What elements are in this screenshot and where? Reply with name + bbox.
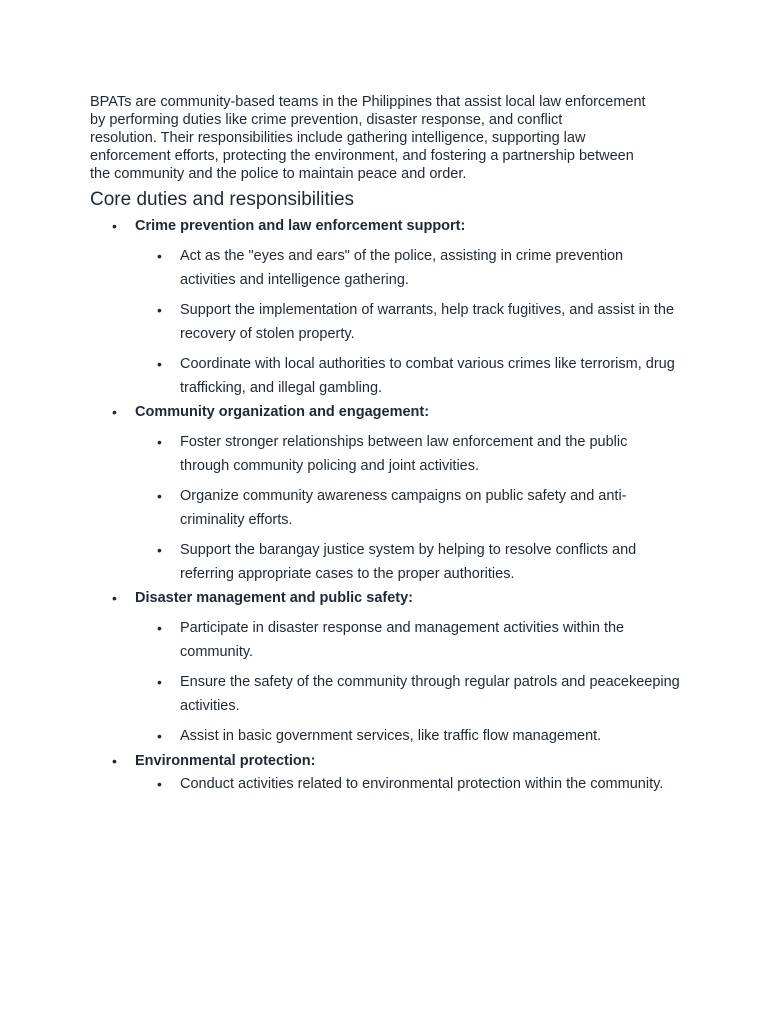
bullet-icon: • <box>112 590 117 606</box>
duty-section-title: Disaster management and public safety: <box>135 590 413 606</box>
list-item <box>135 725 680 749</box>
duty-section-title: Environmental protection: <box>135 752 316 769</box>
duties-list <box>90 214 680 796</box>
bullet-icon: • <box>157 248 162 264</box>
duty-section-title: Crime prevention and law enforcement support: <box>135 218 466 234</box>
list-item-text: Assist in basic government services, like traffic flow management. <box>180 728 602 744</box>
bullet-icon: • <box>157 620 162 636</box>
list-item-text: Foster stronger relationships between law enforcement and the public through community policing and joint activities. <box>180 434 628 474</box>
bullet-icon: • <box>112 404 117 420</box>
duty-items <box>135 431 680 586</box>
bullet-icon: • <box>157 488 162 504</box>
list-item-text: Act as the "eyes and ears" of the police, assisting in crime prevention activities and intelligence gathering. <box>180 248 624 288</box>
duty-items <box>135 617 680 749</box>
bullet-icon: • <box>157 434 162 450</box>
bullet-icon: • <box>157 775 162 792</box>
duty-section <box>90 400 680 586</box>
intro-paragraph: BPATs are community-based teams in the Philippines that assist local law enforcement by performing duties like crime prevention, disaster response, and conflict resolution. Their responsibilities include gathering intelligence, supporting law enforcement efforts, protecting the environment, and fostering a partnership between the community and the police to maintain peace and order. <box>90 94 646 182</box>
list-item <box>135 671 680 718</box>
list-item <box>135 485 680 532</box>
list-item-text: Conduct activities related to environmental protection within the community. <box>180 775 664 792</box>
section-heading: Core duties and responsibilities <box>90 189 355 210</box>
list-item <box>135 773 680 797</box>
list-item-text: Ensure the safety of the community through regular patrols and peacekeeping activities. <box>180 674 680 714</box>
list-item-text: Support the implementation of warrants, help track fugitives, and assist in the recovery of stolen property. <box>180 302 675 342</box>
duty-items <box>135 773 680 797</box>
bullet-icon: • <box>157 674 162 690</box>
list-item-text: Participate in disaster response and management activities within the community. <box>180 620 625 660</box>
list-item-text: Support the barangay justice system by helping to resolve conflicts and referring appropriate cases to the proper authorities. <box>180 542 637 582</box>
list-item <box>135 431 680 478</box>
document-page <box>90 93 680 796</box>
bullet-icon: • <box>112 752 117 769</box>
duty-section-title: Community organization and engagement: <box>135 404 430 420</box>
bullet-icon: • <box>157 728 162 744</box>
bullet-icon: • <box>112 218 117 234</box>
bullet-icon: • <box>157 302 162 318</box>
list-item <box>135 245 680 292</box>
duty-section <box>90 749 680 797</box>
list-item-text: Coordinate with local authorities to combat various crimes like terrorism, drug trafficking, and illegal gambling. <box>180 356 675 396</box>
list-item <box>135 299 680 346</box>
bullet-icon: • <box>157 356 162 372</box>
list-item-text: Organize community awareness campaigns on public safety and anti-criminality efforts. <box>180 488 627 528</box>
list-item <box>135 539 680 586</box>
duty-items <box>135 245 680 400</box>
duty-section <box>90 586 680 749</box>
list-item <box>135 617 680 664</box>
duty-section <box>90 214 680 400</box>
bullet-icon: • <box>157 542 162 558</box>
list-item <box>135 353 680 400</box>
